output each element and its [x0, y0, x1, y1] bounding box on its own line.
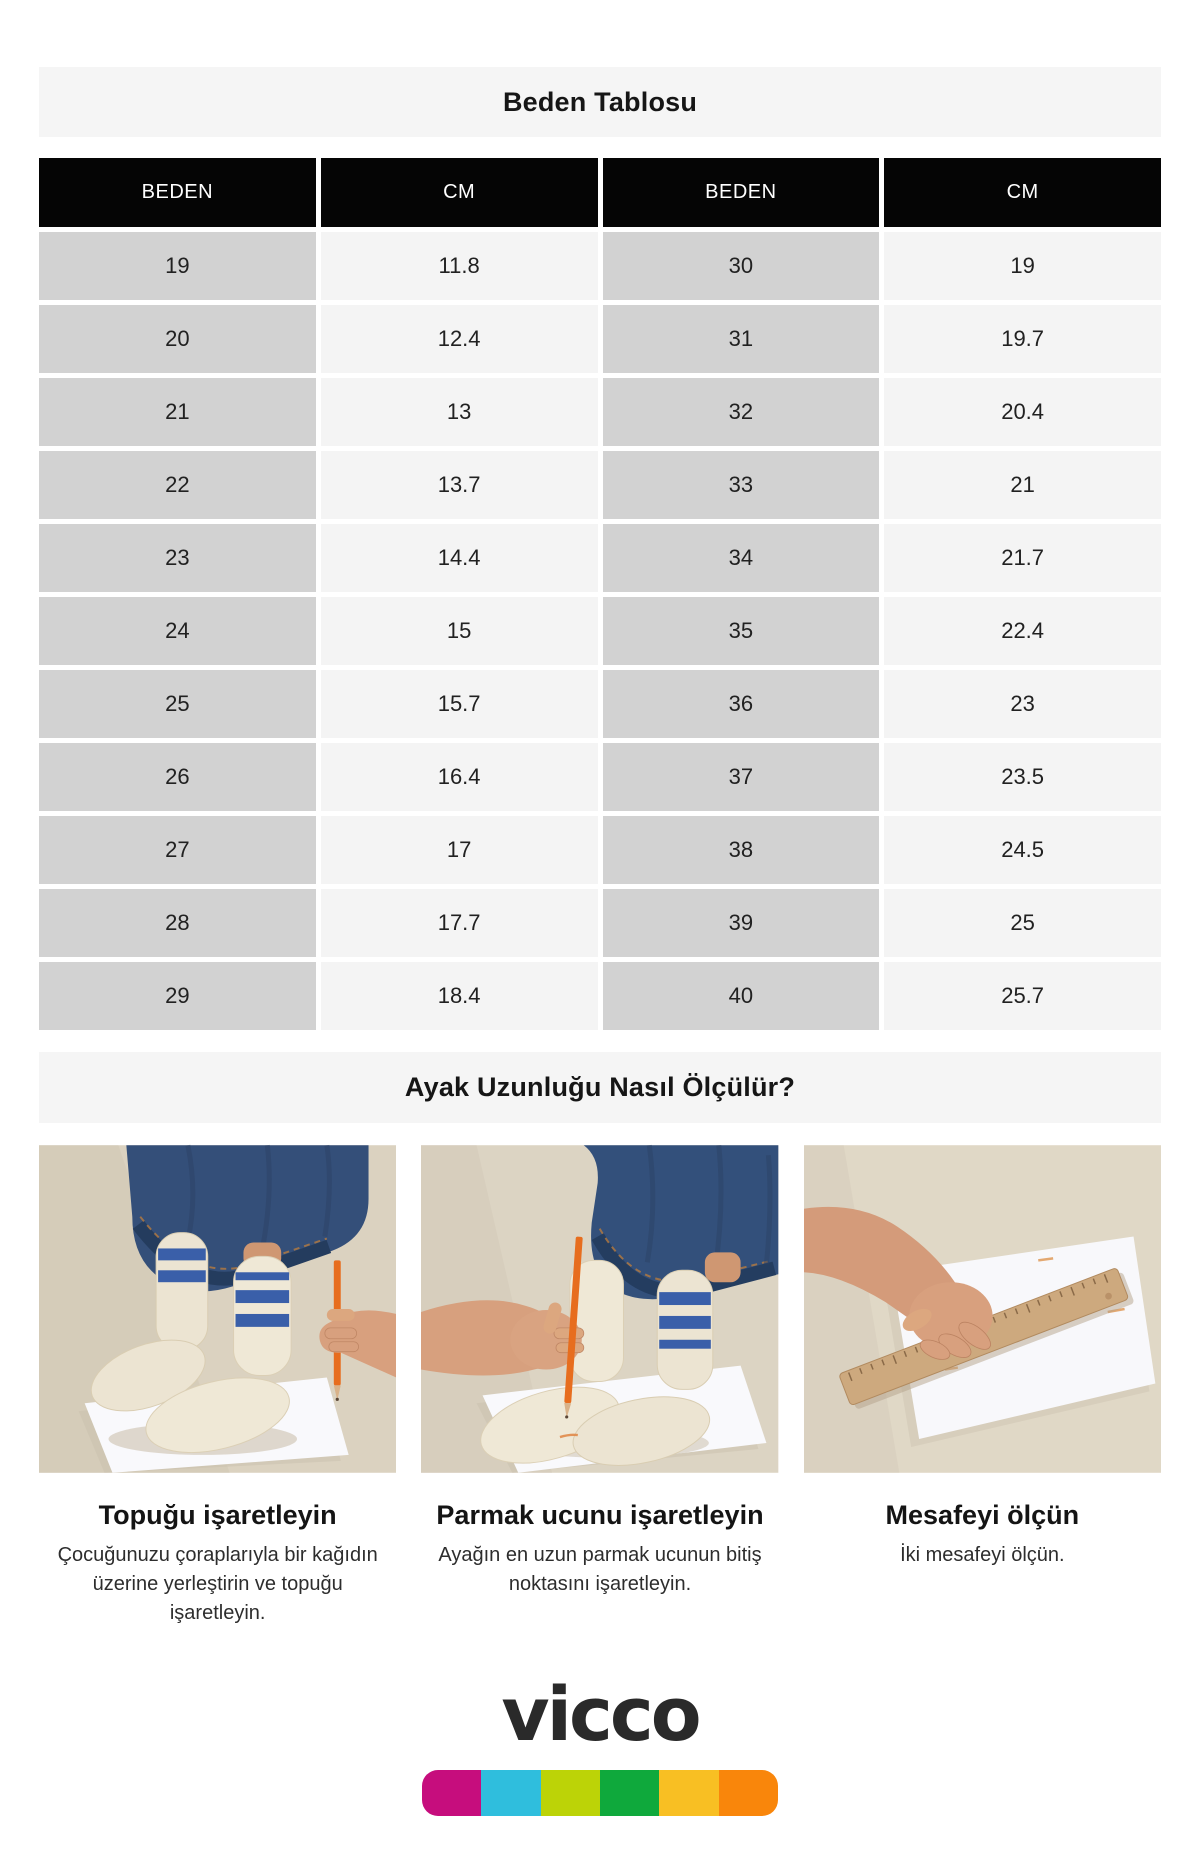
cm-cell: 21.7	[884, 524, 1161, 592]
cm-cell: 23	[884, 670, 1161, 738]
cm-cell: 24.5	[884, 816, 1161, 884]
size-cell: 28	[39, 889, 316, 957]
brand-rainbow-bar	[422, 1770, 778, 1816]
cm-cell: 19.7	[884, 305, 1161, 373]
cm-cell: 21	[884, 451, 1161, 519]
size-cell: 36	[603, 670, 880, 738]
cm-cell: 15.7	[321, 670, 598, 738]
cm-cell: 13.7	[321, 451, 598, 519]
cm-cell: 18.4	[321, 962, 598, 1030]
cm-cell: 23.5	[884, 743, 1161, 811]
size-cell: 30	[603, 232, 880, 300]
size-cell: 35	[603, 597, 880, 665]
bar-segment-yellow	[659, 1770, 718, 1816]
measure-title-band	[39, 1052, 1161, 1123]
cm-cell: 14.4	[321, 524, 598, 592]
size-table-header: CM	[321, 158, 598, 227]
footer	[0, 1672, 1200, 1816]
bar-segment-magenta	[422, 1770, 481, 1816]
toe-marking-with-pencil-photo	[421, 1144, 778, 1474]
size-cell: 24	[39, 597, 316, 665]
bar-segment-cyan	[481, 1770, 540, 1816]
size-cell: 40	[603, 962, 880, 1030]
size-cell: 22	[39, 451, 316, 519]
size-cell: 20	[39, 305, 316, 373]
size-table-header: BEDEN	[39, 158, 316, 227]
cm-cell: 25	[884, 889, 1161, 957]
size-cell: 29	[39, 962, 316, 1030]
size-cell: 21	[39, 378, 316, 446]
size-cell: 39	[603, 889, 880, 957]
step-heel	[39, 1144, 396, 1628]
size-cell: 25	[39, 670, 316, 738]
bar-segment-green	[600, 1770, 659, 1816]
size-cell: 33	[603, 451, 880, 519]
size-cell: 26	[39, 743, 316, 811]
cm-cell: 22.4	[884, 597, 1161, 665]
cm-cell: 12.4	[321, 305, 598, 373]
step-description: Ayağın en uzun parmak ucunun bitiş noktasını işaretleyin.	[438, 1544, 762, 1595]
bar-segment-lime	[541, 1770, 600, 1816]
cm-cell: 25.7	[884, 962, 1161, 1030]
step-toe	[421, 1144, 778, 1628]
size-table	[39, 158, 1161, 1030]
step-title: Mesafeyi ölçün	[885, 1500, 1080, 1530]
step-title: Parmak ucunu işaretleyin	[436, 1500, 764, 1530]
cm-cell: 16.4	[321, 743, 598, 811]
size-chart-title-band	[39, 67, 1161, 137]
cm-cell: 11.8	[321, 232, 598, 300]
cm-cell: 17.7	[321, 889, 598, 957]
vicco-logo: vicco	[501, 1672, 699, 1758]
cm-cell: 13	[321, 378, 598, 446]
step-measure	[804, 1144, 1161, 1628]
cm-cell: 17	[321, 816, 598, 884]
step-description: İki mesafeyi ölçün.	[900, 1544, 1065, 1566]
size-cell: 31	[603, 305, 880, 373]
cm-cell: 19	[884, 232, 1161, 300]
cm-cell: 15	[321, 597, 598, 665]
size-cell: 27	[39, 816, 316, 884]
size-cell: 38	[603, 816, 880, 884]
size-table-header: BEDEN	[603, 158, 880, 227]
size-cell: 23	[39, 524, 316, 592]
child-feet-heel-marking-photo	[39, 1144, 396, 1474]
measure-section-title: Ayak Uzunluğu Nasıl Ölçülür?	[404, 1072, 796, 1102]
size-cell: 19	[39, 232, 316, 300]
step-description: Çocuğunuzu çoraplarıyla bir kağıdın üzerine yerleştirin ve topuğu işaretleyin.	[57, 1544, 378, 1624]
size-cell: 37	[603, 743, 880, 811]
step-title: Topuğu işaretleyin	[98, 1500, 337, 1530]
measure-steps	[39, 1144, 1161, 1628]
size-table-header: CM	[884, 158, 1161, 227]
size-chart-title: Beden Tablosu	[502, 86, 698, 117]
size-cell: 34	[603, 524, 880, 592]
cm-cell: 20.4	[884, 378, 1161, 446]
ruler-measuring-photo	[804, 1144, 1161, 1474]
bar-segment-orange	[719, 1770, 778, 1816]
size-cell: 32	[603, 378, 880, 446]
